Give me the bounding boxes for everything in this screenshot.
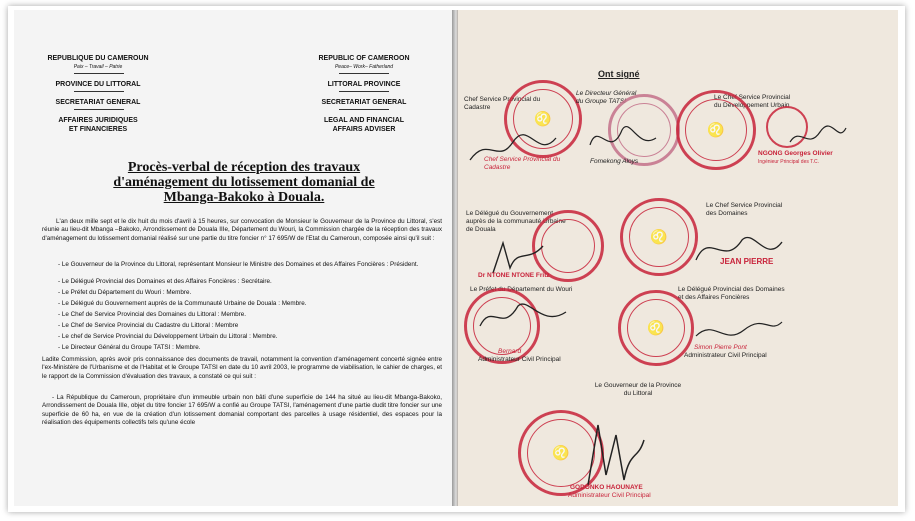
affairs-en bbox=[294, 116, 434, 134]
dom-role bbox=[706, 202, 836, 218]
member-item: - Le Délégué du Gouvernement auprès de la Communauté Urbaine de Douala : Membre. bbox=[58, 300, 438, 308]
motto-en: Peace– Work– Fatherland bbox=[334, 64, 394, 70]
prefet-role: Le Préfet du Département du Wouri bbox=[470, 286, 573, 293]
member-item: - Le Chef de Service Provincial du Cadastre du Littoral : Membre bbox=[58, 322, 438, 330]
affairs-en-line2: AFFAIRS ADVISER bbox=[332, 126, 396, 133]
deleg-role bbox=[678, 286, 848, 302]
paragraph-3: - La République du Cameroun, propriétaire d'un immeuble urbain non bâti d'une superficie de 144 ha situé au lieu-dit Mbanga-Bakoko, Arrondissement de Douala IIIe, objet du titre foncier 17 695/W a confié au Groupe TATSI, l'aménagement d'une partie dudit titre foncier sur une superficie de 60 ha, en vue de la création d'un lotissement domanial comportant des parcelles à usage résidentiel, des espaces pour la réalisation des équipements collectifs tels qu'une école bbox=[42, 394, 442, 427]
lion-emblem-icon: ♌ bbox=[534, 110, 552, 127]
affairs-en-line1: LEGAL AND FINANCIAL bbox=[323, 117, 405, 124]
deleg-stamp bbox=[618, 290, 694, 366]
country-fr: REPUBLIQUE DU CAMEROUN bbox=[47, 55, 149, 62]
cud-role-line3: de Douala bbox=[466, 226, 496, 233]
deleg-name: Simon Pierre Pont bbox=[694, 344, 747, 351]
member-item: - Le Gouverneur de la Province du Littoral, représentant Monsieur le Ministre des Domaines et des Affaires Foncières : Président. bbox=[58, 261, 438, 269]
cud-role-line2: auprès de la communauté Urbaine bbox=[466, 218, 566, 225]
country-en: REPUBLIC OF CAMEROON bbox=[318, 55, 410, 62]
title-line-2: d'aménagement du lotissement domanial de bbox=[113, 175, 375, 190]
signatures-heading: Ont signé bbox=[598, 69, 640, 79]
title-line-1: Procès-verbal de réception des travaux bbox=[127, 160, 361, 175]
header-left bbox=[28, 54, 168, 72]
divider bbox=[339, 73, 389, 74]
gov-signature bbox=[578, 420, 648, 490]
motto-fr: Paix – Travail – Patrie bbox=[73, 64, 123, 70]
province-fr: PROVINCE DU LITTORAL bbox=[55, 81, 141, 88]
lion-emblem-icon: ♌ bbox=[707, 121, 725, 138]
paragraph-2: Ladite Commission, après avoir pris connaissance des documents de travail, notamment la convention d'aménagement concerté signée entre l'ex-Ministère de l'Urbanisme et de l'Habitat et le Groupe TATSI en date du 10 avril 2003, le programme de viabilisation, le cahier de charges, et le rapport de la Commission d'évaluation des travaux, a constaté ce qui suit : bbox=[42, 356, 442, 380]
divider bbox=[339, 91, 389, 92]
divider bbox=[339, 109, 389, 110]
member-item: - Le Chef de Service Provincial des Domaines du Littoral : Membre. bbox=[58, 311, 438, 319]
gov-name: GODONKO HAOUNAYE bbox=[570, 484, 643, 491]
divider bbox=[74, 109, 124, 110]
deleg-role-line2: et des Affaires Foncières bbox=[678, 294, 750, 301]
header-right bbox=[294, 54, 434, 72]
affairs-fr bbox=[28, 116, 168, 134]
gov-role bbox=[568, 382, 708, 398]
title-line-3: Mbanga-Bakoko à Douala. bbox=[163, 190, 325, 205]
dev-role-line1: Le Chef Service Provincial bbox=[714, 94, 791, 101]
prefet-signature bbox=[478, 298, 568, 338]
cud-name: Dr NTONE NTONE Fritz bbox=[478, 272, 550, 279]
cadastre-name: Chef Service Provincial du Cadastre bbox=[484, 156, 561, 171]
divider bbox=[74, 73, 124, 74]
deleg-role-line1: Le Délégué Provincial des Domaines bbox=[678, 286, 785, 293]
dom-stamp bbox=[620, 198, 698, 276]
tatsi-role-line2: du Groupe TATSI bbox=[576, 98, 626, 105]
affairs-fr-line1: AFFAIRES JURIDIQUES bbox=[58, 117, 138, 124]
secretariat-en: SECRETARIAT GENERAL bbox=[321, 99, 407, 106]
dev-name: NGONG Georges Olivier bbox=[758, 150, 833, 157]
dom-role-line2: des Domaines bbox=[706, 210, 748, 217]
gov-title: Administrateur Civil Principal bbox=[568, 492, 651, 499]
cud-role-line1: Le Délégué du Gouvernement bbox=[466, 210, 554, 217]
right-page bbox=[458, 10, 898, 506]
gov-role-line2: du Littoral bbox=[623, 390, 653, 397]
affairs-fr-line2: ET FINANCIERES bbox=[68, 126, 128, 133]
dom-role-line1: Le Chef Service Provincial bbox=[706, 202, 783, 209]
member-item: - Le chef de Service Provincial du Développement Urbain du Littoral : Membre. bbox=[58, 333, 438, 341]
dom-name: JEAN PIERRE bbox=[720, 257, 774, 266]
dev-role-line2: du Développement Urbain bbox=[714, 102, 790, 109]
deleg-title: Administrateur Civil Principal bbox=[684, 352, 767, 359]
left-page bbox=[14, 10, 454, 506]
cadastre-role: Chef Service Provincial du Cadastre bbox=[464, 96, 541, 111]
dev-rank: Ingénieur Principal des T.C. bbox=[758, 159, 820, 165]
secretariat-fr: SECRETARIAT GENERAL bbox=[55, 99, 141, 106]
member-item: - Le Délégué Provincial des Domaines et des Affaires Foncières : Secrétaire. bbox=[58, 278, 438, 286]
tatsi-role-line1: Le Directeur Général bbox=[576, 90, 637, 97]
member-item: - Le Directeur Général du Groupe TATSI : Membre. bbox=[58, 344, 438, 352]
tatsi-signature bbox=[588, 120, 658, 160]
divider bbox=[74, 91, 124, 92]
intro-paragraph: L'an deux mille sept et le dix huit du mois d'avril à 15 heures, sur convocation de Monsieur le Gouverneur de la Province du Littoral, s'est réunie au lieu-dit Mbanga –Bakoko, Arrondissement de Douala IIIe, Département du Wouri, la Commission chargée de la réception des travaux d'aménagement du lotissement domanial réalisé sur une partie du titre foncier n° 17 695/W de l'Etat du Cameroun, composée ainsi qu'il suit : bbox=[42, 218, 442, 242]
tatsi-name: Fomekong Aloys bbox=[590, 158, 639, 165]
member-item: - Le Préfet du Département du Wouri : Membre. bbox=[58, 289, 438, 297]
lion-emblem-icon: ♌ bbox=[552, 444, 570, 461]
prefet-title: Administrateur Civil Principal bbox=[478, 356, 561, 363]
dev-stamp bbox=[676, 90, 756, 170]
lion-emblem-icon: ♌ bbox=[650, 228, 668, 245]
lion-emblem-icon: ♌ bbox=[647, 319, 665, 336]
province-en: LITTORAL PROVINCE bbox=[327, 81, 401, 88]
prefet-name: Bernard bbox=[498, 348, 522, 355]
page-title bbox=[74, 160, 414, 205]
dev-signature bbox=[788, 122, 848, 152]
gov-role-line1: Le Gouverneur de la Province bbox=[594, 382, 682, 389]
